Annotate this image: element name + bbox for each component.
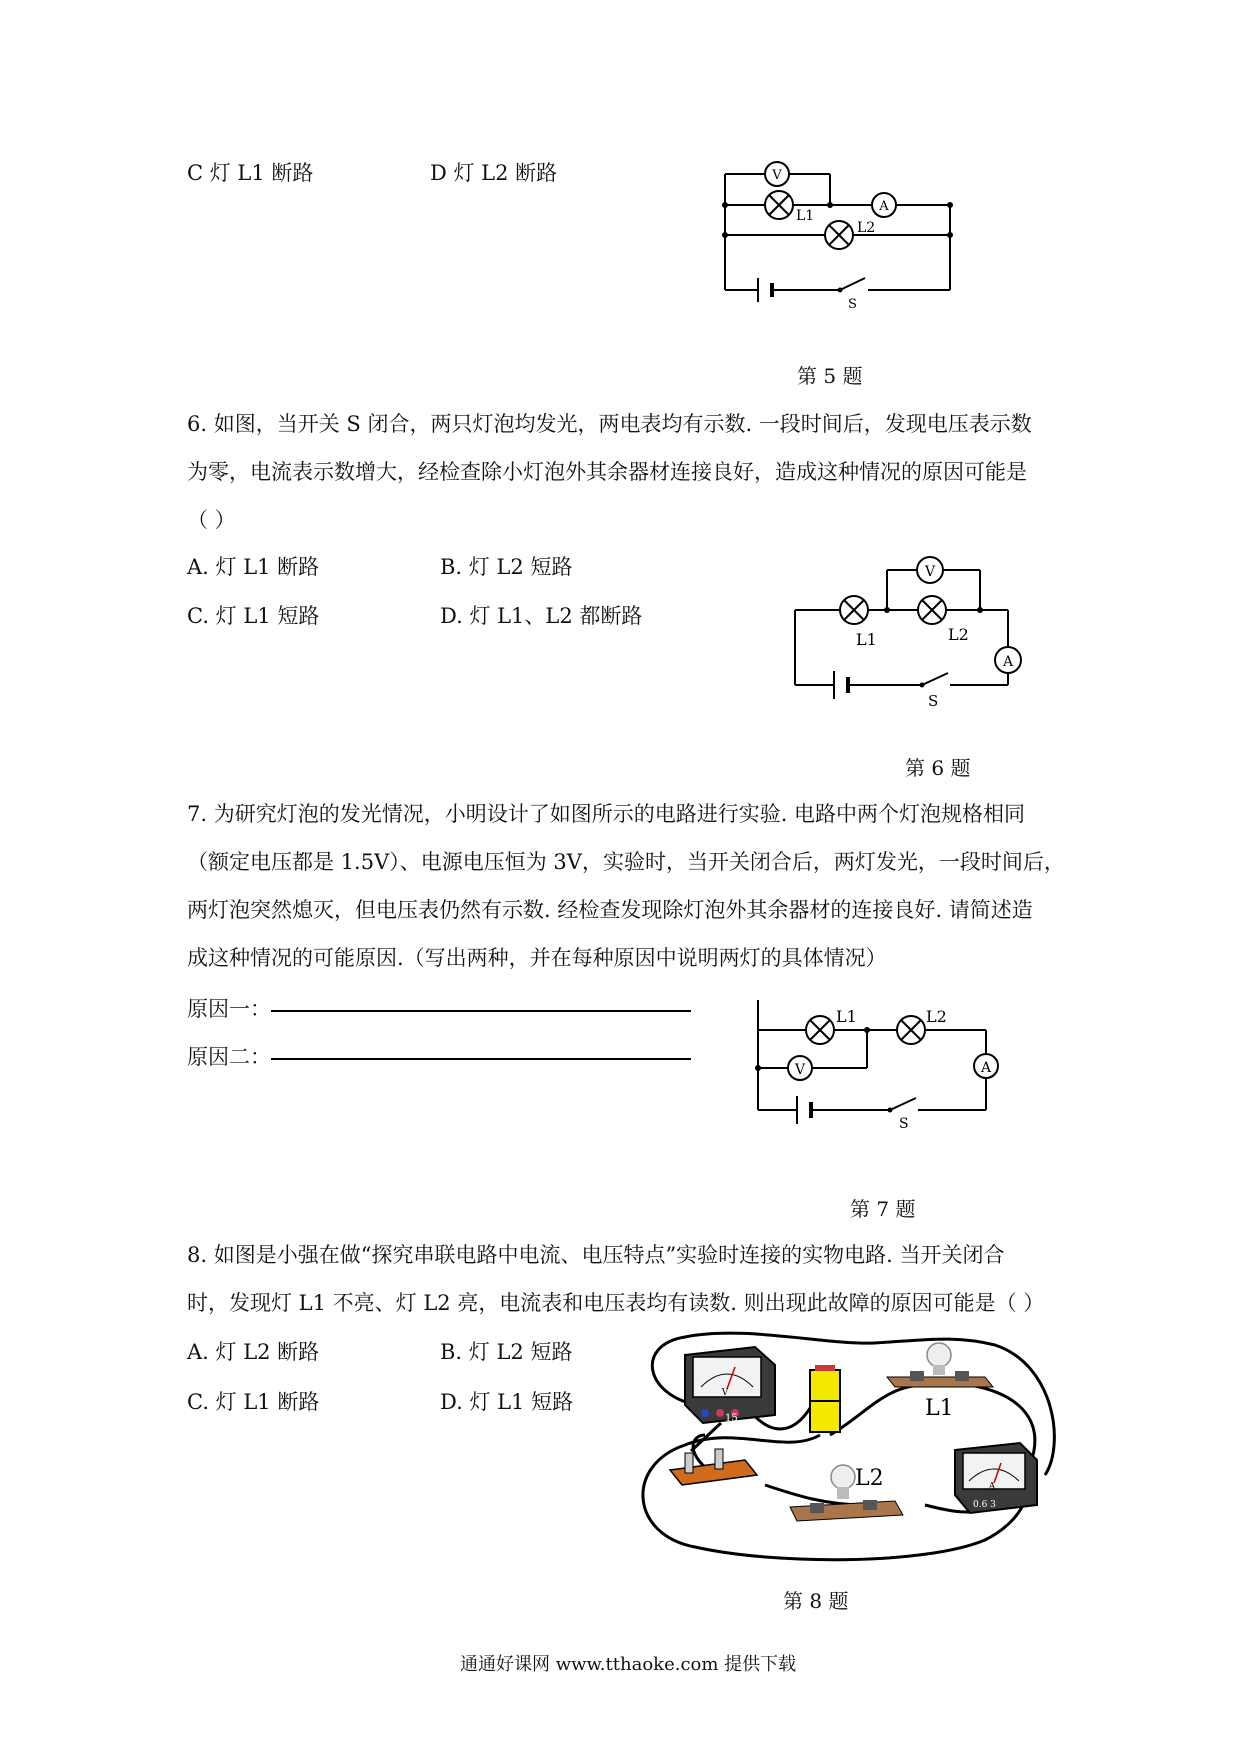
q8-option-b: B. 灯 L2 短路 [440, 1340, 573, 1364]
q5-lamp-l1-icon [765, 191, 814, 224]
svg-text:L1: L1 [796, 208, 815, 224]
q8-battery-icon [810, 1365, 840, 1432]
q6-lamp-l1-icon [840, 596, 877, 649]
svg-text:L1: L1 [856, 630, 877, 649]
q6-option-c: C. 灯 L1 短路 [187, 604, 320, 628]
q7-switch-label: S [899, 1116, 909, 1130]
q8-option-a: A. 灯 L2 断路 [187, 1340, 320, 1364]
q8-voltmeter-icon [685, 1347, 775, 1424]
q5-lamp-l2-icon [825, 220, 875, 249]
svg-text:L2: L2 [857, 220, 876, 236]
q6-option-a: A. 灯 L1 断路 [187, 555, 320, 579]
svg-text:A: A [980, 1060, 992, 1076]
q5-option-c: C 灯 L1 断路 [187, 161, 314, 185]
q7-reason1-answer-line[interactable] [271, 1009, 691, 1012]
q8-label-l2: L2 [855, 1466, 884, 1491]
svg-text:V: V [794, 1062, 806, 1078]
q5-caption: 第 5 题 [797, 364, 863, 388]
q7-reason2-label: 原因二： [187, 1045, 271, 1069]
q8-option-c: C. 灯 L1 断路 [187, 1390, 320, 1414]
q7-question-text: 7. 为研究灯泡的发光情况，小明设计了如图所示的电路进行实验. 电路中两个灯泡规格相同 （额定电压都是 1.5V）、电源电压恒为 3V，实验时，当开关闭合后，两灯发光，一段时间后， 两灯泡突然熄灭，但电压表仍然有示数. 经检查发现除灯泡外其余器材的连接良好. 请简述造 成这种情况的可能原因.（写出两种，并在每种原因中说明两灯的具体情况） [187, 802, 1065, 970]
svg-text:A: A [879, 199, 889, 214]
svg-text:15: 15 [725, 1413, 738, 1424]
q6-option-d: D. 灯 L1、L2 都断路 [440, 604, 643, 628]
svg-text:V: V [924, 564, 936, 580]
q7-reason1-row [187, 999, 691, 1020]
svg-text:V: V [721, 1388, 729, 1398]
svg-text:A: A [1002, 654, 1014, 670]
q8-lamp-l1-board [887, 1343, 993, 1421]
battery-symbol [797, 1096, 811, 1124]
q8-label-l1: L1 [925, 1396, 954, 1421]
q8-question-text: 8. 如图是小强在做“探究串联电路中电流、电压特点”实验时连接的实物电路. 当开关闭合 时，发现灯 L1 不亮、灯 L2 亮，电流表和电压表均有读数. 则出现此故障的原因可能是（ ） [187, 1243, 1045, 1315]
q8-caption: 第 8 题 [783, 1589, 849, 1613]
q5-voltmeter-icon [765, 162, 789, 186]
svg-text:0.6 3: 0.6 3 [973, 1500, 996, 1510]
q7-caption: 第 7 题 [850, 1197, 916, 1221]
q7-reason2-answer-line[interactable] [271, 1057, 691, 1060]
q7-circuit-diagram [740, 1000, 1020, 1130]
svg-text:L2: L2 [948, 625, 969, 644]
q7-lamp-l2-icon [897, 1007, 947, 1044]
q6-question-text: 6. 如图，当开关 S 闭合，两只灯泡均发光，两电表均有示数. 一段时间后，发现电压表示数 为零，电流表示数增大，经检查除小灯泡外其余器材连接良好，造成这种情况的原因可能是 （ ） [187, 412, 1032, 532]
q8-lamp-l2-board [790, 1465, 903, 1521]
svg-text:L1: L1 [836, 1007, 857, 1026]
q7-reason2-row [187, 1047, 691, 1068]
q8-option-d: D. 灯 L1 短路 [440, 1390, 574, 1414]
svg-text:L2: L2 [926, 1007, 947, 1026]
q8-physical-circuit-illustration [625, 1325, 1075, 1565]
q5-ammeter-icon [872, 193, 896, 217]
q7-ammeter-icon [974, 1054, 998, 1078]
q6-voltmeter-icon [917, 557, 943, 583]
q7-reason1-label: 原因一： [187, 997, 271, 1021]
q5-switch-label: S [848, 297, 857, 310]
q7-lamp-l1-icon [806, 1007, 857, 1044]
q6-ammeter-icon [995, 647, 1021, 673]
svg-text:A: A [988, 1482, 996, 1492]
q8-switch-icon [670, 1423, 757, 1485]
battery-symbol [834, 671, 848, 699]
q6-lamp-l2-icon [918, 596, 969, 644]
q6-switch-label: S [928, 692, 939, 710]
q8-ammeter-icon [955, 1443, 1037, 1513]
q7-voltmeter-icon [788, 1056, 812, 1080]
svg-text:V: V [772, 168, 782, 183]
battery-symbol [758, 278, 772, 302]
footer-source-link[interactable]: 通通好课网 www.tthaoke.com 提供下载 [460, 1654, 797, 1675]
q6-option-b: B. 灯 L2 短路 [440, 555, 573, 579]
q6-circuit-diagram [780, 545, 1040, 720]
q5-option-d: D 灯 L2 断路 [430, 161, 558, 185]
q5-circuit-diagram [700, 150, 960, 310]
q6-caption: 第 6 题 [905, 756, 971, 780]
